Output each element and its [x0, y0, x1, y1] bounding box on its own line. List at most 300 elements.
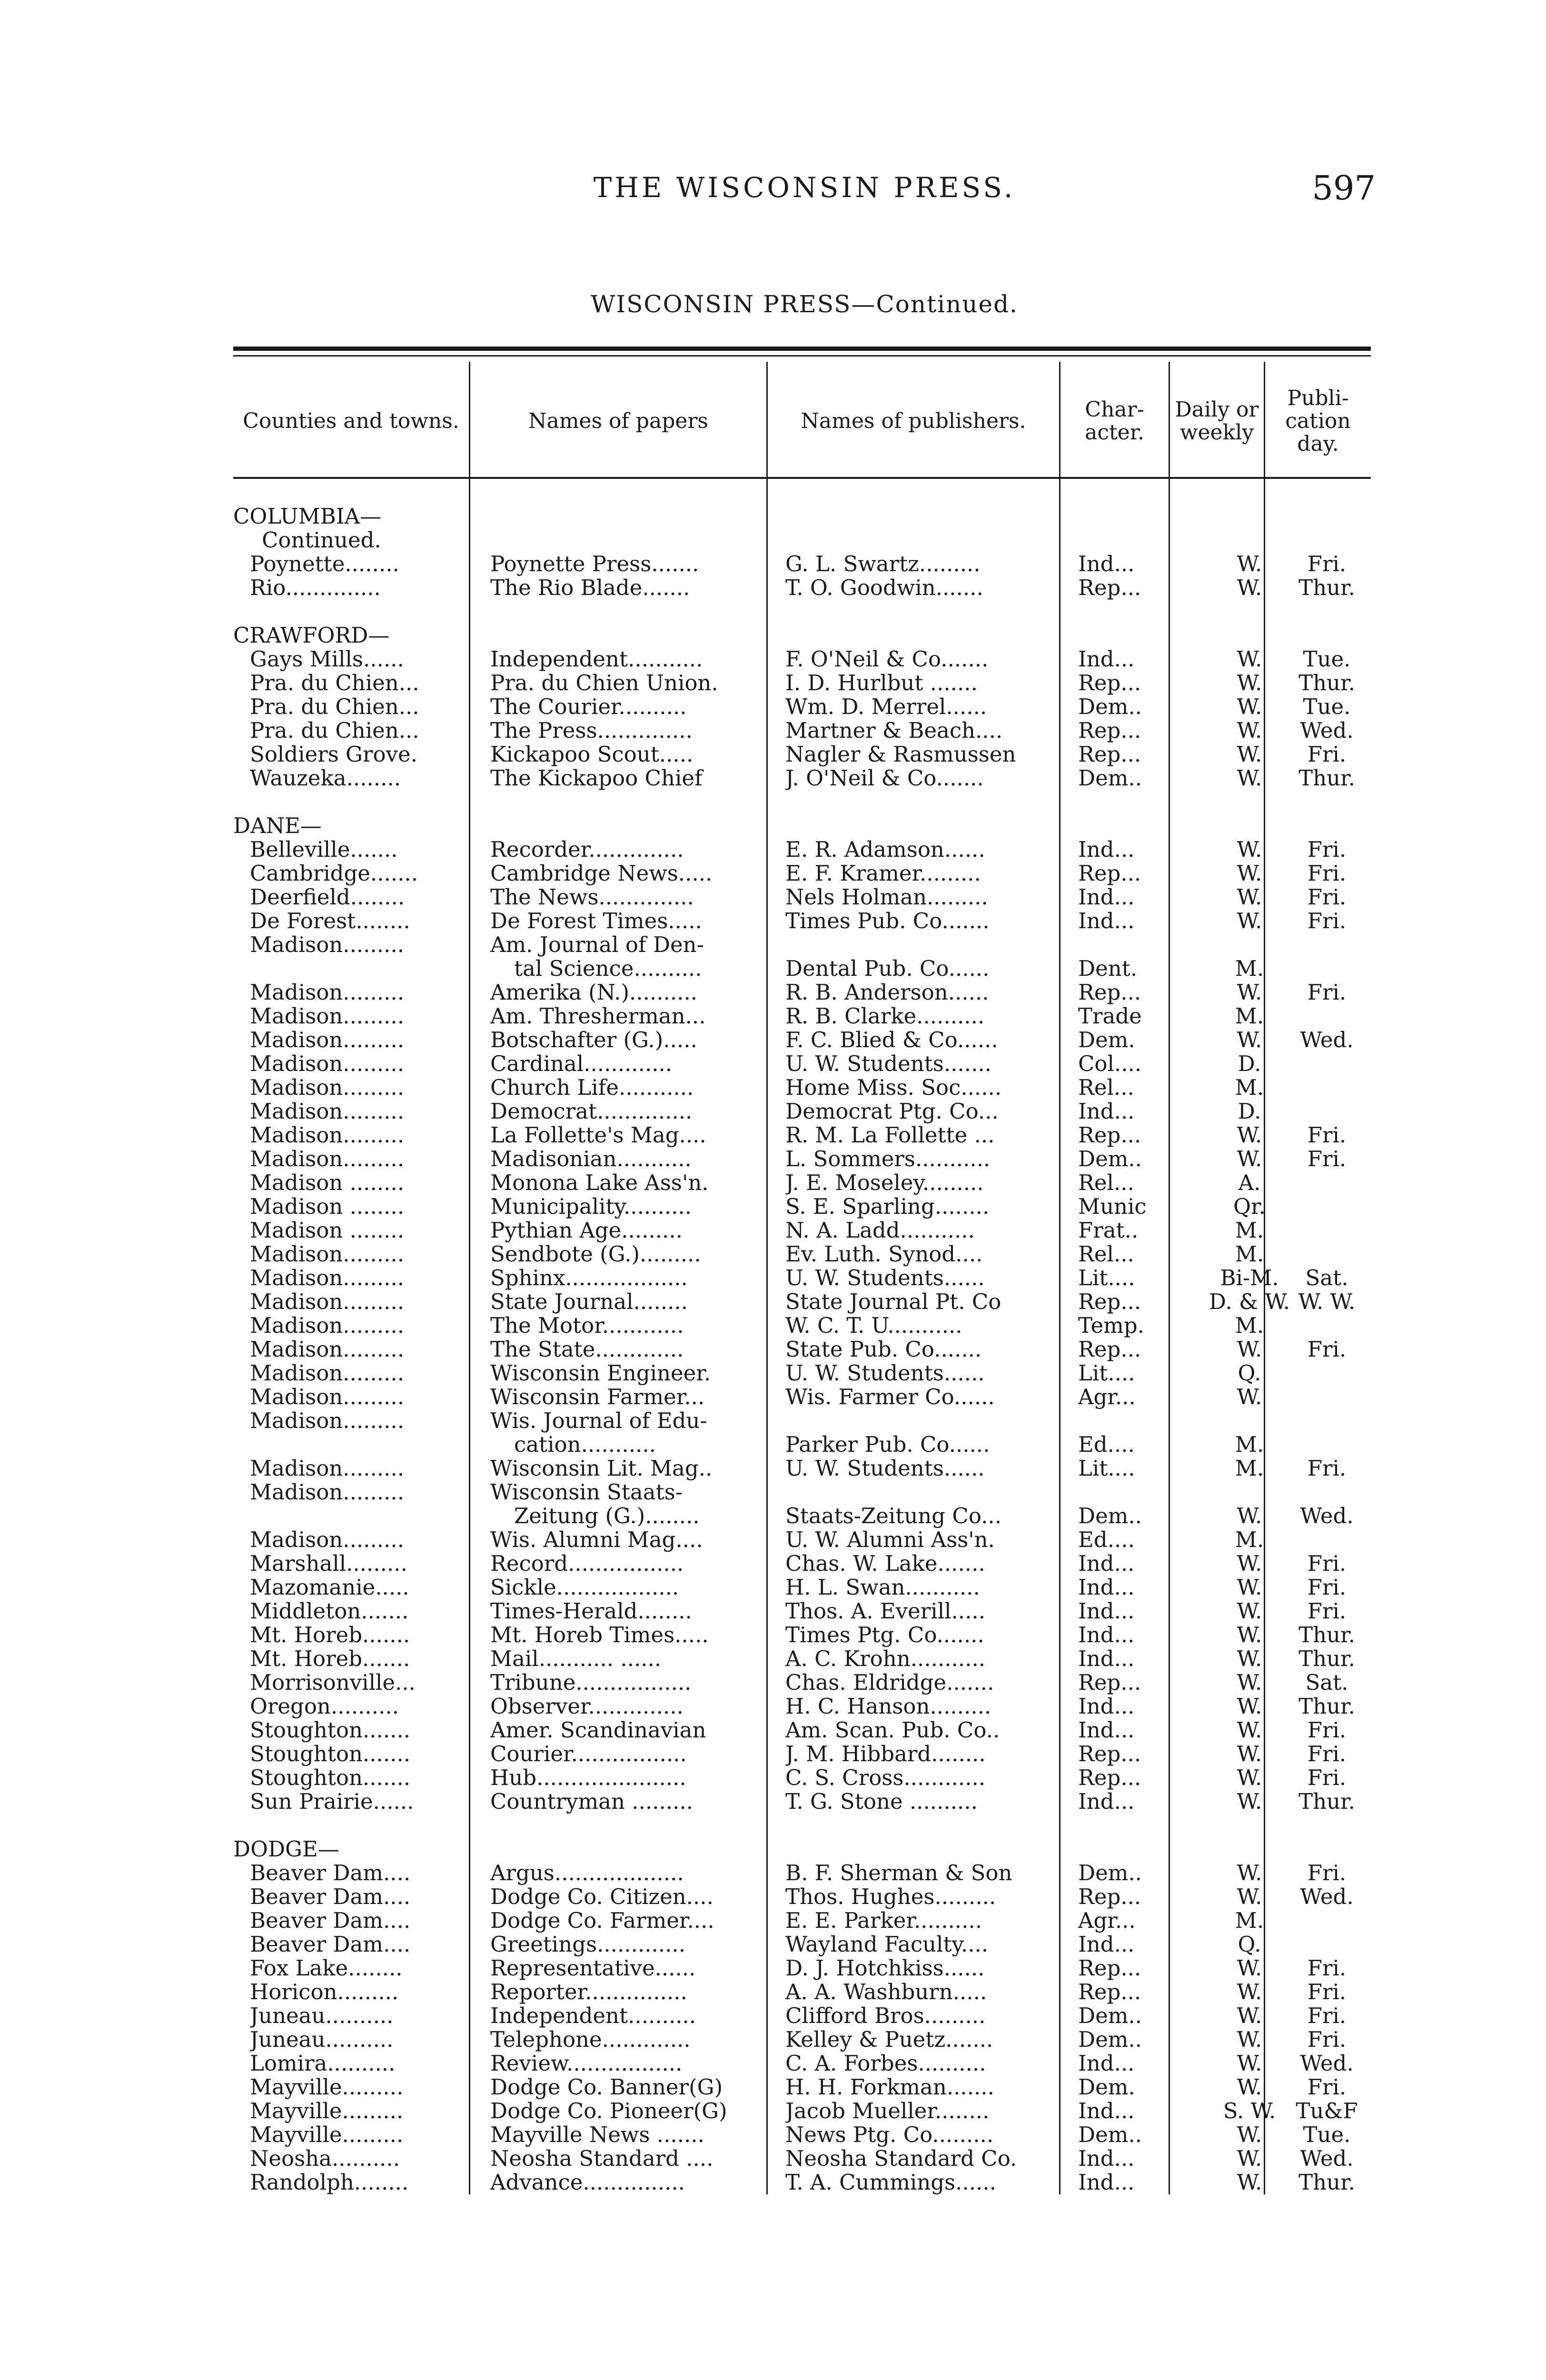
column-header-publishers: Names of publishers.	[801, 409, 1026, 433]
character-cell: Agr...	[1078, 1385, 1136, 1409]
paper-name-cell: Observer..............	[490, 1695, 684, 1718]
town-cell: Pra. du Chien...	[250, 671, 419, 695]
publisher-cell: Chas. Eldridge.......	[785, 1671, 994, 1695]
frequency-cell: W.	[1237, 2075, 1262, 2099]
town-cell: Madison.........	[250, 1457, 405, 1480]
town-cell: Beaver Dam....	[250, 1861, 411, 1885]
frequency-cell: W.	[1237, 2123, 1262, 2147]
town-cell: Beaver Dam....	[250, 1933, 411, 1956]
town-cell: Madison.........	[250, 981, 405, 1004]
character-cell: Ed....	[1078, 1433, 1135, 1457]
frequency-cell: W.	[1237, 671, 1262, 695]
paper-name-cell: Municipality..........	[490, 1195, 692, 1219]
publication-day-cell: Thur.	[1298, 1647, 1355, 1671]
town-cell: Madison.........	[250, 1052, 405, 1076]
county-heading-row	[233, 1837, 1371, 1861]
publication-day-cell: Fri.	[1307, 1599, 1347, 1623]
frequency-cell: W.	[1237, 909, 1262, 933]
paper-name-cell: Sendbote (G.).........	[490, 1242, 701, 1266]
table-row	[233, 933, 1371, 957]
town-cell: Madison.........	[250, 1100, 405, 1123]
table-row	[233, 1623, 1371, 1647]
press-table-body	[233, 505, 1371, 2194]
frequency-cell: W.	[1237, 1695, 1262, 1718]
publisher-cell: C. A. Forbes..........	[785, 2052, 986, 2075]
character-cell: Ind...	[1078, 1718, 1135, 1742]
running-head	[233, 171, 1376, 209]
character-cell: Rep...	[1078, 1766, 1141, 1790]
town-cell: Madison.........	[250, 1147, 405, 1171]
county-heading-row	[233, 528, 1371, 552]
paper-name-cell: Cambridge News.....	[490, 862, 713, 885]
publication-day-cell: Wed.	[1300, 1028, 1354, 1052]
table-caption: WISCONSIN PRESS—Continued.	[591, 290, 1018, 318]
town-cell: Mayville.........	[250, 2075, 404, 2099]
paper-name-cell: Neosha Standard ....	[490, 2147, 714, 2171]
character-cell: Ind...	[1078, 647, 1135, 671]
table-row	[233, 1147, 1371, 1171]
paper-name-cell: Times-Herald........	[490, 1599, 692, 1623]
table-row	[233, 2004, 1371, 2028]
paper-name-cell: Recorder..............	[490, 838, 684, 862]
character-cell: Ind...	[1078, 1100, 1135, 1123]
table-row	[233, 862, 1371, 885]
paper-name-cell: The State.............	[490, 1338, 684, 1361]
publisher-cell: Thos. Hughes.........	[785, 1885, 996, 1909]
paper-name-cell: Democrat..............	[490, 1100, 693, 1123]
publication-day-cell: Fri.	[1307, 1457, 1347, 1480]
frequency-cell: W.	[1237, 2147, 1262, 2171]
frequency-cell: W.	[1237, 1742, 1262, 1766]
frequency-cell: W.	[1237, 1718, 1262, 1742]
publisher-cell: J. O'Neil & Co.......	[785, 766, 984, 790]
character-cell: Rep...	[1078, 743, 1141, 766]
publisher-cell: J. E. Moseley.........	[785, 1171, 984, 1195]
section-spacer	[233, 600, 1371, 624]
character-cell: Rep...	[1078, 1123, 1141, 1147]
paper-name-cell: Argus...................	[490, 1861, 684, 1885]
publisher-cell: News Ptg. Co.........	[785, 2123, 994, 2147]
frequency-cell: M.	[1235, 1076, 1264, 1100]
publisher-cell: U. W. Students.......	[785, 1052, 992, 1076]
character-cell: Rep...	[1078, 671, 1141, 695]
table-row	[233, 1266, 1371, 1290]
character-cell: Rep...	[1078, 576, 1141, 600]
character-cell: Agr...	[1078, 1909, 1136, 1933]
section-spacer	[233, 790, 1371, 814]
publisher-cell: U. W. Students......	[785, 1266, 985, 1290]
table-row	[233, 1742, 1371, 1766]
table-row	[233, 1790, 1371, 1814]
character-cell: Rep...	[1078, 1290, 1141, 1314]
publisher-cell: Chas. W. Lake.......	[785, 1552, 985, 1576]
publication-day-cell: Fri.	[1307, 885, 1347, 909]
town-cell: Soldiers Grove.	[250, 743, 417, 766]
table-row	[233, 1219, 1371, 1242]
page-number: 597	[1312, 169, 1376, 208]
town-cell: Madison.........	[250, 1338, 405, 1361]
paper-name-cell: Church Life...........	[490, 1076, 694, 1100]
paper-name-cell: Review.................	[490, 2052, 683, 2075]
publisher-cell: R. M. La Follette ...	[785, 1123, 995, 1147]
town-cell: Juneau..........	[250, 2028, 394, 2052]
character-cell: Lit....	[1078, 1266, 1135, 1290]
town-cell: Deerfield........	[250, 885, 405, 909]
table-row	[233, 1552, 1371, 1576]
paper-name-cell: Wisconsin Staats-	[490, 1480, 683, 1504]
character-cell: Dem..	[1078, 2028, 1142, 2052]
publication-day-cell: Wed.	[1300, 719, 1354, 743]
table-row	[233, 2099, 1371, 2123]
paper-name-cell: Wis. Alumni Mag....	[490, 1528, 703, 1552]
column-header-publication-day: Publi-cation day.	[1285, 386, 1351, 456]
frequency-cell: M.	[1235, 1433, 1264, 1457]
publisher-cell: U. W. Students......	[785, 1457, 985, 1480]
character-cell: Rep...	[1078, 1980, 1141, 2004]
town-cell: Mt. Horeb.......	[250, 1623, 410, 1647]
character-cell: Lit....	[1078, 1457, 1135, 1480]
paper-name-cell: Mayville News .......	[490, 2123, 704, 2147]
table-row	[233, 1433, 1371, 1457]
publication-day-cell: Tue.	[1303, 2123, 1351, 2147]
town-cell: Mayville.........	[250, 2123, 404, 2147]
character-cell: Ind...	[1078, 2052, 1135, 2075]
publisher-cell: Staats-Zeitung Co...	[785, 1504, 1002, 1528]
paper-name-cell: Mail........... ......	[490, 1647, 662, 1671]
county-name: DANE—	[233, 813, 322, 838]
town-cell: De Forest........	[250, 909, 410, 933]
publisher-cell: Nagler & Rasmussen	[785, 743, 1016, 766]
character-cell: Rel...	[1078, 1171, 1134, 1195]
publisher-cell: N. A. Ladd...........	[785, 1219, 975, 1242]
character-cell: Temp.	[1078, 1314, 1144, 1338]
character-cell: Ind...	[1078, 885, 1135, 909]
paper-name-cell: Record.................	[490, 1552, 684, 1576]
paper-name-cell: Amerika (N.)..........	[490, 981, 698, 1004]
character-cell: Rep...	[1078, 981, 1141, 1004]
publication-day-cell: Fri.	[1307, 2004, 1347, 2028]
table-row	[233, 1695, 1371, 1718]
paper-name-cell: Representative......	[490, 1956, 696, 1980]
table-row	[233, 2171, 1371, 2194]
publication-day-cell: Wed.	[1300, 2147, 1354, 2171]
publisher-cell: E. E. Parker..........	[785, 1909, 982, 1933]
character-cell: Dem.	[1078, 1028, 1135, 1052]
character-cell: Dem.	[1078, 2075, 1135, 2099]
town-cell: Madison.........	[250, 1076, 405, 1100]
table-row	[233, 1647, 1371, 1671]
publication-day-cell: Fri.	[1307, 981, 1347, 1004]
publisher-cell: Kelley & Puetz.......	[785, 2028, 993, 2052]
character-cell: Dem..	[1078, 2004, 1142, 2028]
publisher-cell: G. L. Swartz.........	[785, 552, 981, 576]
table-row	[233, 1980, 1371, 2004]
character-cell: Dem..	[1078, 1504, 1142, 1528]
character-cell: Rep...	[1078, 1956, 1141, 1980]
table-row	[233, 885, 1371, 909]
character-cell: Dem..	[1078, 1147, 1142, 1171]
character-cell: Ind...	[1078, 1933, 1135, 1956]
paper-name-cell: tal Science..........	[514, 957, 702, 981]
publisher-cell: Jacob Mueller........	[785, 2099, 990, 2123]
publication-day-cell: Tue.	[1303, 695, 1351, 719]
town-cell: Juneau..........	[250, 2004, 394, 2028]
paper-name-cell: Monona Lake Ass'n.	[490, 1171, 709, 1195]
frequency-cell: D.	[1238, 1100, 1261, 1123]
character-cell: Ind...	[1078, 552, 1135, 576]
frequency-cell: M.	[1235, 1528, 1264, 1552]
frequency-cell: W.	[1237, 2171, 1262, 2194]
county-name: CRAWFORD—	[233, 623, 390, 648]
character-cell: Ind...	[1078, 909, 1135, 933]
table-row	[233, 909, 1371, 933]
frequency-cell: W.	[1237, 2004, 1262, 2028]
publisher-cell: Home Miss. Soc......	[785, 1076, 1002, 1100]
table-row	[233, 957, 1371, 981]
paper-name-cell: Pra. du Chien Union.	[490, 671, 718, 695]
publisher-cell: A. A. Washburn.....	[785, 1980, 987, 2004]
publisher-cell: F. C. Blied & Co......	[785, 1028, 998, 1052]
table-row	[233, 838, 1371, 862]
character-cell: Ind...	[1078, 1599, 1135, 1623]
frequency-cell: W.	[1237, 1576, 1262, 1599]
town-cell: Neosha..........	[250, 2147, 400, 2171]
publication-day-cell: Fri.	[1307, 1576, 1347, 1599]
town-cell: Rio..............	[250, 576, 381, 600]
paper-name-cell: Amer. Scandinavian	[490, 1718, 706, 1742]
paper-name-cell: Dodge Co. Pioneer(G)	[490, 2099, 727, 2123]
table-row	[233, 576, 1371, 600]
paper-name-cell: Am. Thresherman...	[490, 1004, 706, 1028]
town-cell: Madison.........	[250, 1528, 405, 1552]
publication-day-cell: Wed.	[1300, 1504, 1354, 1528]
section-spacer	[233, 1814, 1371, 1837]
character-cell: Dem..	[1078, 2123, 1142, 2147]
frequency-cell: W.	[1237, 647, 1262, 671]
frequency-cell: W.	[1237, 2052, 1262, 2075]
paper-name-cell: Dodge Co. Banner(G)	[490, 2075, 723, 2099]
frequency-cell: W.	[1237, 695, 1262, 719]
table-row	[233, 1504, 1371, 1528]
town-cell: Madison.........	[250, 1385, 405, 1409]
table-row	[233, 1576, 1371, 1599]
publisher-cell: Times Ptg. Co.......	[785, 1623, 984, 1647]
frequency-cell: W.	[1237, 743, 1262, 766]
town-cell: Stoughton.......	[250, 1742, 411, 1766]
town-cell: Randolph........	[250, 2171, 409, 2194]
publication-day-cell: Fri.	[1307, 2028, 1347, 2052]
table-row	[233, 2075, 1371, 2099]
table-row	[233, 2123, 1371, 2147]
character-cell: Rel...	[1078, 1242, 1134, 1266]
town-cell: Sun Prairie......	[250, 1790, 414, 1814]
publication-day-cell: Sat.	[1305, 1671, 1348, 1695]
publication-day-cell: Fri.	[1307, 1718, 1347, 1742]
table-row	[233, 647, 1371, 671]
publication-day-cell: Fri.	[1307, 1861, 1347, 1885]
county-name: COLUMBIA—	[233, 504, 382, 529]
character-cell: Dent.	[1078, 957, 1138, 981]
publisher-cell: D. J. Hotchkiss......	[785, 1956, 985, 1980]
paper-name-cell: Independent..........	[490, 2004, 696, 2028]
character-cell: Rep...	[1078, 1742, 1141, 1766]
frequency-cell: W.	[1237, 1623, 1262, 1647]
publisher-cell: J. M. Hibbard........	[785, 1742, 986, 1766]
frequency-cell: Q.	[1238, 1361, 1261, 1385]
publication-day-cell: Fri.	[1307, 1147, 1347, 1171]
publisher-cell: I. D. Hurlbut .......	[785, 671, 978, 695]
table-row	[233, 1885, 1371, 1909]
publication-day-cell: Fri.	[1307, 1123, 1347, 1147]
publisher-cell: Ev. Luth. Synod....	[785, 1242, 983, 1266]
town-cell: Mt. Horeb.......	[250, 1647, 410, 1671]
town-cell: Stoughton.......	[250, 1718, 411, 1742]
paper-name-cell: Dodge Co. Farmer....	[490, 1909, 714, 1933]
character-cell: Trade	[1078, 1004, 1142, 1028]
table-row	[233, 1361, 1371, 1385]
table-row	[233, 1028, 1371, 1052]
table-row	[233, 671, 1371, 695]
frequency-cell: W.	[1237, 1647, 1262, 1671]
paper-name-cell: Poynette Press.......	[490, 552, 699, 576]
frequency-cell: D.	[1238, 1052, 1261, 1076]
town-cell: Middleton.......	[250, 1599, 409, 1623]
character-cell: Rel...	[1078, 1076, 1134, 1100]
publication-day-cell: Fri.	[1307, 1552, 1347, 1576]
paper-name-cell: Sickle..................	[490, 1576, 679, 1599]
character-cell: Ind...	[1078, 2171, 1135, 2194]
publication-day-cell: Thur.	[1298, 766, 1355, 790]
table-row	[233, 981, 1371, 1004]
frequency-cell: M.	[1235, 1909, 1264, 1933]
town-cell: Oregon..........	[250, 1695, 399, 1718]
town-cell: Madison.........	[250, 933, 405, 957]
table-row	[233, 2052, 1371, 2075]
frequency-cell: D. & W.	[1209, 1290, 1290, 1314]
publisher-cell: Democrat Ptg. Co...	[785, 1100, 999, 1123]
publisher-cell: T. O. Goodwin.......	[785, 576, 983, 600]
frequency-cell: W.	[1237, 576, 1262, 600]
frequency-cell: Qr.	[1233, 1195, 1266, 1219]
paper-name-cell: Kickapoo Scout.....	[490, 743, 694, 766]
publication-day-cell: Sat.	[1305, 1266, 1348, 1290]
publisher-cell: S. E. Sparling........	[785, 1195, 990, 1219]
frequency-cell: W.	[1237, 885, 1262, 909]
frequency-cell: W.	[1237, 1504, 1262, 1528]
publication-day-cell: Fri.	[1307, 1766, 1347, 1790]
table-row	[233, 1290, 1371, 1314]
frequency-cell: M.	[1235, 1314, 1264, 1338]
paper-name-cell: The Motor............	[490, 1314, 684, 1338]
paper-name-cell: Advance...............	[490, 2171, 685, 2194]
paper-name-cell: Wisconsin Lit. Mag..	[490, 1457, 713, 1480]
character-cell: Lit....	[1078, 1361, 1135, 1385]
character-cell: Ind...	[1078, 1552, 1135, 1576]
frequency-cell: W.	[1237, 2028, 1262, 2052]
paper-name-cell: Telephone.............	[490, 2028, 691, 2052]
publication-day-cell: Thur.	[1298, 1695, 1355, 1718]
publisher-cell: Dental Pub. Co......	[785, 957, 990, 981]
character-cell: Rep...	[1078, 862, 1141, 885]
frequency-cell: W.	[1237, 1147, 1262, 1171]
publisher-cell: State Pub. Co.......	[785, 1338, 982, 1361]
table-row	[233, 2028, 1371, 2052]
column-header-frequency: Daily or weekly	[1175, 397, 1259, 445]
frequency-cell: W.	[1237, 1599, 1262, 1623]
column-header-towns: Counties and towns.	[243, 409, 459, 433]
table-header-rule	[233, 477, 1371, 479]
frequency-cell: W.	[1237, 1956, 1262, 1980]
frequency-cell: W.	[1237, 1885, 1262, 1909]
publication-day-cell: Thur.	[1298, 671, 1355, 695]
town-cell: Lomira..........	[250, 2052, 396, 2075]
column-header-papers: Names of papers	[528, 409, 709, 433]
character-cell: Col....	[1078, 1052, 1142, 1076]
publisher-cell: Neosha Standard Co.	[785, 2147, 1017, 2171]
publisher-cell: E. F. Kramer.........	[785, 862, 981, 885]
town-cell: Madison.........	[250, 1314, 405, 1338]
frequency-cell: M.	[1235, 957, 1264, 981]
frequency-cell: M.	[1235, 1219, 1264, 1242]
table-row	[233, 1956, 1371, 1980]
publication-day-cell: Tu&F	[1296, 2099, 1358, 2123]
paper-name-cell: Madisonian...........	[490, 1147, 692, 1171]
publication-day-cell: Fri.	[1307, 909, 1347, 933]
character-cell: Ind...	[1078, 838, 1135, 862]
table-row	[233, 2147, 1371, 2171]
town-cell: Madison.........	[250, 1028, 405, 1052]
town-cell: Wauzeka........	[250, 766, 401, 790]
paper-name-cell: Courier.................	[490, 1742, 687, 1766]
frequency-cell: W.	[1237, 1861, 1262, 1885]
town-cell: Madison ........	[250, 1171, 405, 1195]
paper-name-cell: Reporter...............	[490, 1980, 687, 2004]
publisher-cell: Am. Scan. Pub. Co..	[785, 1718, 1000, 1742]
publication-day-cell: Fri.	[1307, 2075, 1347, 2099]
character-cell: Ind...	[1078, 1695, 1135, 1718]
town-cell: Gays Mills......	[250, 647, 404, 671]
paper-name-cell: Am. Journal of Den-	[490, 933, 704, 957]
table-row	[233, 1338, 1371, 1361]
character-cell: Dem..	[1078, 766, 1142, 790]
paper-name-cell: Countryman .........	[490, 1790, 694, 1814]
frequency-cell: Q.	[1238, 1933, 1261, 1956]
table-row	[233, 1242, 1371, 1266]
town-cell: Belleville.......	[250, 838, 398, 862]
table-row	[233, 1052, 1371, 1076]
paper-name-cell: Botschafter (G.).....	[490, 1028, 697, 1052]
publisher-cell: Times Pub. Co.......	[785, 909, 990, 933]
character-cell: Ind...	[1078, 1576, 1135, 1599]
publication-day-cell: Tue.	[1303, 647, 1351, 671]
publication-day-cell: Wed.	[1300, 2052, 1354, 2075]
frequency-cell: W.	[1237, 1338, 1262, 1361]
frequency-cell: M.	[1235, 1457, 1264, 1480]
paper-name-cell: Zeitung (G.)........	[514, 1504, 700, 1528]
publication-day-cell: Fri.	[1307, 1338, 1347, 1361]
frequency-cell: W.	[1237, 1028, 1262, 1052]
publisher-cell: H. H. Forkman.......	[785, 2075, 994, 2099]
paper-name-cell: La Follette's Mag....	[490, 1123, 706, 1147]
frequency-cell: A.	[1238, 1171, 1261, 1195]
publication-day-cell: W. W.	[1298, 1290, 1356, 1314]
character-cell: Rep...	[1078, 1885, 1141, 1909]
paper-name-cell: Cardinal.............	[490, 1052, 673, 1076]
publication-day-cell: Thur.	[1298, 1623, 1355, 1647]
publisher-cell: F. O'Neil & Co.......	[785, 647, 989, 671]
character-cell: Rep...	[1078, 1338, 1141, 1361]
town-cell: Beaver Dam....	[250, 1885, 411, 1909]
